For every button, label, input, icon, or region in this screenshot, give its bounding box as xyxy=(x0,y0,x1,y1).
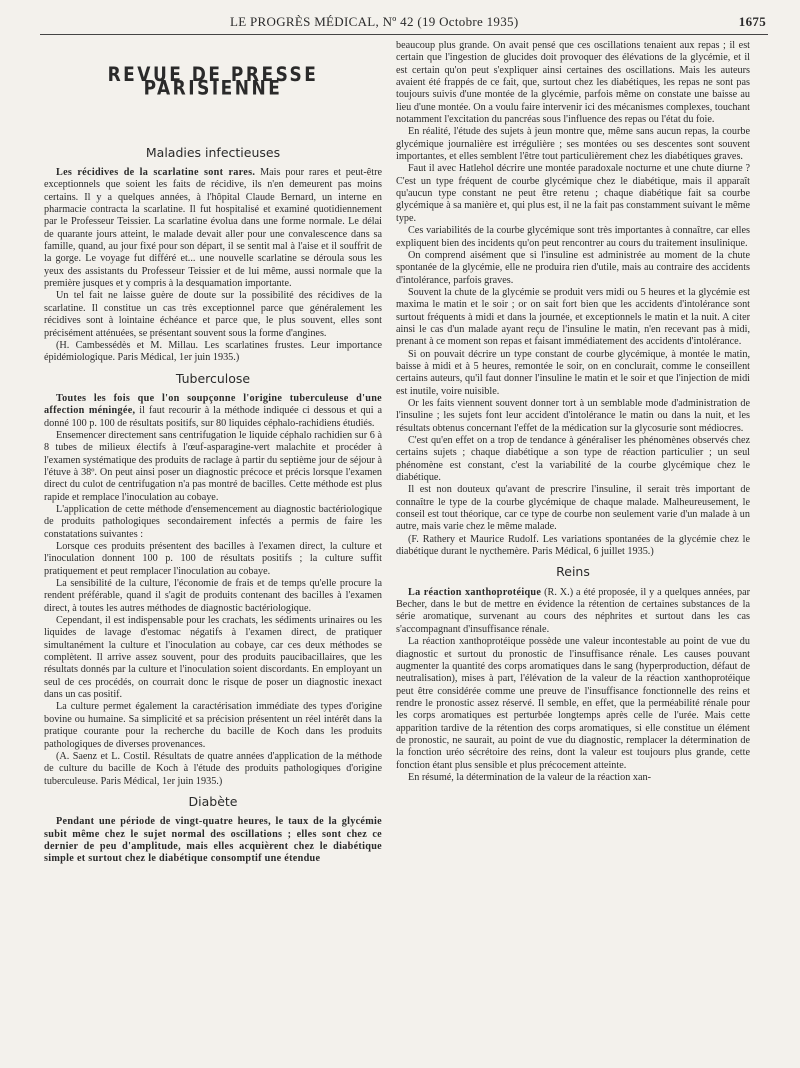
paragraph: Ensemencer directement sans centrifugation le liquide céphalo rachidien sur 6 à 8 tubes de milieux électifs à l'œuf-asparagine-vert malachite et procéder à l'examen systématique des produits de raclage à partir du septième jour de séjour à l'étuve à 38º. On peut ainsi poser un diagnostic précoce et précis lorsque l'examen direct du culot de centrifugation n'a pas montré de bacilles. Cette méthode est plus rapide et remplace l'inoculation au cobaye. xyxy=(44,429,382,503)
paragraph: Ces variabilités de la courbe glycémique sont très importantes à connaître, car elles expliquent bien des incidents qu'on peut rencontrer au cours du traitement insulinique. xyxy=(396,225,750,249)
reference: (F. Rathery et Maurice Rudolf. Les variations spontanées de la glycémie chez le diabétique durant le nycthemère. Paris Médical, 6 juillet 1935.) xyxy=(396,533,750,558)
lead-paragraph: Pendant une période de vingt-quatre heures, le taux de la glycémie subit même chez le sujet normal des oscillations ; elles sont chez ce dernier de peu d'amplitude, mais elles acquièrent chez le diabétique simple et surtout chez le diabétique consomptif une étendue xyxy=(44,816,382,865)
left-column xyxy=(44,44,382,866)
section-heading-diabete: Diabète xyxy=(188,793,238,809)
lead-phrase: Toutes les fois que l'on soupçonne l'origine tuberculeuse d'une affection méningée, xyxy=(44,392,382,417)
reference: (A. Saenz et L. Costil. Résultats de quatre années d'application de la méthode de culture du bacille de Koch à l'étude des produits pathologiques d'origine tuberculeuse. Paris Médical, 1er juin 1935.) xyxy=(44,750,382,787)
paragraph: Faut il avec Hatlehol décrire une montée paradoxale nocturne et une chute diurne ? C'est un type fréquent de courbe glycémique chez le diabétique, mais il apparaît qu'aucun type constant ne peut être retenu ; chaque diabétique fait sa courbe glycémique à sa manière et, qui plus est, il ne la fait pas constamment suivant le même type. xyxy=(396,163,750,224)
paragraph-text: (R. X.) a été proposée, il y a quelques années, par Becher, dans le but de mettre en évidence la rétention de certaines substances de la série aromatique, survenant au cours des néphrites et surtout dans les cas s'accompagnant d'insuffisance rénale. xyxy=(396,586,750,635)
paragraph: C'est qu'en effet on a trop de tendance à généraliser les phénomènes observés chez certains sujets ; chaque diabétique a son type de réaction particulier ; un seul phénomène est constant, c'est la variabilité de la courbe glycémique chez le diabétique. xyxy=(396,435,750,484)
paragraph: Un tel fait ne laisse guère de doute sur la possibilité des récidives de la scarlatine. Il constitue un cas très exceptionnel parce que généralement les récidives sont à lointaine échéance et parce que, le plus souvent, elles sont précisément atténuées, se présentant souvent sous la forme d'angines. xyxy=(44,290,382,339)
paragraph: Souvent la chute de la glycémie se produit vers midi ou 5 heures et la glycémie est maxima le matin et le soir ; or on sait fort bien que les accidents d'intolérance sont surtout fréquents à midi et dans la journée, et exceptionnels le matin et la nuit. A citer ainsi le cas d'un malade ayant reçu de l'insuline le matin, n'en recevant pas à midi, prenant à ce moment son repas et faisant immédiatement des accidents d'intolérance. xyxy=(396,286,750,348)
section-heading-reins: Reins xyxy=(556,564,590,580)
revue-title: REVUE DE PRESSE PARISIENNE xyxy=(107,63,319,101)
paragraph-text: Mais pour rares et peut-être exceptionnels que soient les faits de récidive, ils n'en demeurent pas moins certains. Il y a quelques années, à l'hôpital Claude Bernard, un interne en pharmacie contracta la scarlatine. Il fut hospitalisé et examiné quotidiennement par le Professeur Teissier. La scarlatine évolua dans une forme normale. Le délai de quarante jours atteint, le malade devait aller pour une convalescence dans sa famille, quand, au jour fixé pour son départ, il se sentit mal à l'aise et il souffrit de la gorge. Le voyage fut différé et... une nouvelle scarlatine se déroula sous les yeux des assistants du Professeur Teissier et de lui même, aussi normale que la première jusques et y compris à la desquamation importante. xyxy=(44,167,382,290)
paragraph xyxy=(44,393,382,430)
paragraph xyxy=(396,587,750,636)
page-number: 1675 xyxy=(738,14,766,29)
paragraph: Lorsque ces produits présentent des bacilles à l'examen direct, la culture et l'inoculation donnent 100 p. 100 de résultats positifs ; la culture suffit pratiquement et peut remplacer l'inoculation au cobaye. xyxy=(44,541,382,577)
paragraph-text: il faut recourir à la méthode indiquée ci dessous et qui a donné 100 p. 100 de résultats positifs, sur 80 liquides céphalo-rachidiens étudiés. xyxy=(44,405,382,429)
journal-title: LE PROGRÈS MÉDICAL, Nº 42 (19 Octobre 1935) xyxy=(230,14,519,29)
paragraph: Il est non douteux qu'avant de prescrire l'insuline, il serait très important de connaître le type de la courbe glycémique de chaque malade. Malheureusement, le conseil est tout théorique, car ce type de courbe non seulement varie d'un malade à un autre, mais varie chez le même malade. xyxy=(396,484,750,533)
paragraph: La réaction xanthoprotéique possède une valeur incontestable au point de vue du diagnostic et surtout du pronostic de l'insuffisance rénale. Les causes pouvant augmenter la quantité des corps aromatiques dans le sang (hyperproduction, défaut de neutralisation), mises à part, l'élévation de la valeur de la réaction xanthoprotéique peut être considérée comme une preuve de l'insuffisance fonctionnelle des reins et rendre le pronostic assez réservé. Il semble, en effet, que la perméabilité rénale pour les corps aromatiques est perturbée longtemps après celle de l'urée. Mais cette apparition tardive de la rétention des corps aromatiques, si elle constitue un élément de pronostic, ne saurait, au point de vue du diagnostic, remplacer la détermination de la fonction uréo sécrétoire des reins, dont la valeur est toujours plus grande, cette fonction étant plus sensible et plus précocement atteinte. xyxy=(396,636,750,771)
right-column xyxy=(396,40,750,784)
paragraph: En résumé, la détermination de la valeur de la réaction xan- xyxy=(408,771,651,783)
paragraph: Or les faits viennent souvent donner tort à un semblable mode d'administration de l'insuline ; les sujets font leur accident d'intolérance le matin ou dans la nuit, et les résultats obtenus concernant l'effet de la médication sur la glycosurie sont médiocres. xyxy=(396,397,750,434)
reference: (H. Cambessédès et M. Millau. Les scarlatines frustes. Leur importance épidémiologique. Paris Médical, 1er juin 1935.) xyxy=(44,339,382,364)
paragraph xyxy=(44,167,382,290)
paragraph: L'application de cette méthode d'ensemencement au diagnostic bactériologique de produits pathologiques secondairement infectés a permis de faire les constatations suivantes : xyxy=(44,503,382,540)
paragraph: La culture permet également la caractérisation immédiate des types d'origine bovine ou humaine. Sa simplicité et sa précision présentent un réel intérêt dans la pratique courante pour la recherche du bacille de Koch dans les produits pathologiques de diverses provenances. xyxy=(44,701,382,750)
paragraph: Cependant, il est indispensable pour les crachats, les sédiments urinaires ou les liquides de lavage d'estomac négatifs à l'examen direct, de pratiquer simultanément la culture et l'inoculation au cobaye, car ces deux méthodes se complètent. Il arrive assez souvent, pour des produits paucibacillaires, que les résultats donnés par la culture et l'inoculation soient discordants. En employant un seul de ces procédés, on courrait donc le risque de poser un diagnostic inexact dans un cas positif. xyxy=(44,615,382,701)
section-heading-maladies: Maladies infectieuses xyxy=(145,144,281,160)
page-header xyxy=(40,10,768,35)
paragraph: On comprend aisément que si l'insuline est administrée au moment de la chute spontanée de la glycémie, elle ne produira rien d'utile, mais au contraire des accidents d'intolérance, parfois graves. xyxy=(396,249,750,286)
section-heading-tuberculose: Tuberculose xyxy=(175,370,251,386)
lead-phrase: Les récidives de la scarlatine sont rares. xyxy=(56,167,256,179)
paragraph: Si on pouvait décrire un type constant de courbe glycémique, à montée le matin, baisse à midi et à 5 heures, remontée le soir, on en conclurait, comme le conseillent certains auteurs, qu'il faut donner l'insuline le matin et le soir et que l'injection de midi est inutile, voire nuisible. xyxy=(396,348,750,397)
paragraph: En réalité, l'étude des sujets à jeun montre que, même sans aucun repas, la courbe glycémique journalière est irrégulière ; ses montées ou ses descentes sont souvent importantes, et elles semblent l'être tout particulièrement chez les diabétiques graves. xyxy=(396,126,750,163)
paragraph: beaucoup plus grande. On avait pensé que ces oscillations tenaient aux repas ; il est certain que l'ingestion de glucides doit provoquer des élévations de la glycémie, et il est certain qu'on peut s'expliquer ainsi certaines des oscillations. Mais les auteurs avaient été frappés de ce fait, que, surtout chez les diabétiques, les repas ne sont pas toujours suivis d'une montée de la glycémie, parfois même on constate une baisse au lieu d'une montée. On a voulu faire intervenir ici des mécanismes complexes, touchant notamment l'excitation du pancréas sous l'influence des repas ou l'état du foie. xyxy=(396,40,750,126)
lead-phrase: La réaction xanthoprotéique xyxy=(408,586,542,598)
paragraph: La sensibilité de la culture, l'économie de frais et de temps qu'elle procure la rendent préférable, quand il s'agit de produits contenant des bacilles à l'examen direct, à toutes les autres méthodes de diagnostic bactériologique. xyxy=(44,578,382,614)
